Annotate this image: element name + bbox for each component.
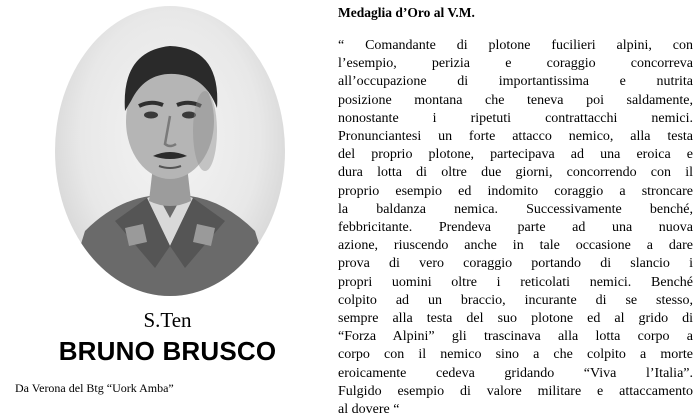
citation-line: l’esempio, perizia e coraggio concorreva	[338, 56, 693, 72]
officer-name: BRUNO BRUSCO	[58, 336, 277, 366]
citation-text	[338, 37, 693, 419]
portrait-photo	[55, 6, 285, 296]
medal-title: Medaglia d’Oro al V.M.	[338, 5, 475, 20]
portrait-panel	[0, 0, 335, 404]
citation-line: all’occupazione di importantissima e nutrita	[338, 74, 693, 90]
citation-line: propri uomini oltre i reticolati nemici. Benché	[338, 274, 693, 290]
officer-origin: Da Verona del Btg “Uork Amba”	[15, 381, 174, 395]
citation-line: Pronunciantesi un forte attacco nemico, alla testa	[338, 129, 693, 145]
citation-line: al dovere “	[338, 402, 400, 418]
citation-line: sempre alla testa del suo plotone ed al grido di	[338, 311, 693, 327]
citation-line: proprio esempio ed indomito coraggio a stroncare	[338, 183, 693, 199]
citation-line: corpo con il nemico sino a che colpito a morte	[338, 347, 693, 363]
citation-line: posizione montana che teneva poi saldamente,	[338, 92, 693, 108]
citation-line: febbricitante. Prendeva parte ad una nuova	[338, 220, 693, 236]
citation-line: dura lotta di oltre due giorni, concorrendo con il	[338, 165, 693, 181]
citation-panel	[338, 4, 693, 419]
citation-line: la baldanza nemica. Successivamente benché,	[338, 201, 693, 217]
citation-line: prova di vero coraggio portando di slancio i	[338, 256, 693, 272]
citation-line: “ Comandante di plotone fucilieri alpini, con	[338, 38, 693, 53]
citation-line: eroicamente cedeva gridando “Viva l’Italia”.	[338, 365, 693, 381]
citation-line: colpito ad un braccio, incurante di se stesso,	[338, 292, 693, 308]
citation-line: nonostante i ripetuti contrattacchi nemici.	[338, 110, 693, 126]
citation-line: azione, riuscendo anche in tale occasione a dare	[338, 238, 693, 254]
officer-rank: S.Ten	[143, 308, 192, 332]
portrait-illustration	[55, 6, 285, 296]
citation-line: del proprio plotone, partecipava ad una eroica e	[338, 147, 693, 163]
citation-line: Fulgido esempio di valore militare e attaccamento	[338, 383, 693, 399]
citation-line: “Forza Alpini” gli trascinava alla lotta corpo a	[338, 329, 693, 345]
